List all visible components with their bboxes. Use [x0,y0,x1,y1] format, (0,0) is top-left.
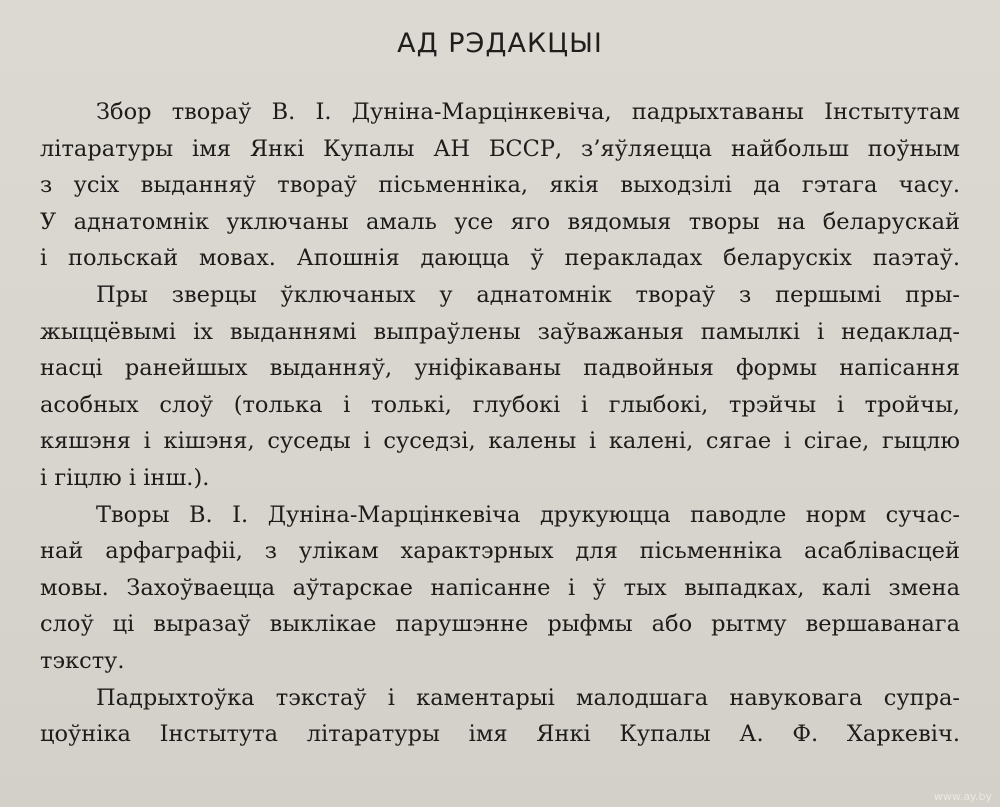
paragraph-3 [40,497,960,680]
text-line: най арфаграфіі, з улікам характэрных для пісьменніка асаблівасцей [40,538,960,565]
text-line: слоў ці выразаў выклікае парушэнне рыфмы або рытму вершаванага [40,611,960,638]
watermark: www.ay.by [933,790,992,803]
paragraph-4 [40,680,960,753]
editorial-text [40,94,960,753]
text-line: тэксту. [40,647,125,674]
text-line: з усіх выданняў твораў пісьменніка, якія выходзілі да гэтага часу. [40,172,960,199]
text-line: асобных слоў (толька і толькі, глубокі і глыбокі, трэйчы і тройчы, [40,391,960,418]
text-line: Творы В. І. Дуніна-Марцінкевіча друкуюцца паводле норм сучас- [96,501,960,528]
text-line: кяшэня і кішэня, суседы і суседзі, калены і калені, сягае і сігае, гыцлю [40,428,960,455]
text-line: мовы. Захоўваецца аўтарскае напісанне і ў тых выпадках, калі змена [40,574,960,601]
text-line: насці ранейшых выданняў, уніфікаваны падвойныя формы напісання [40,355,960,382]
text-line: жыццёвымі іх выданнямі выпраўлены заўважаныя памылкі і недаклад- [40,318,960,345]
paragraph-1 [40,94,960,277]
text-line: У аднатомнік уключаны амаль усе яго вядомыя творы на беларускай [40,208,960,235]
text-line: літаратуры імя Янкі Купалы АН БССР, з’яўляецца найбольш поўным [40,135,960,162]
text-line: цоўніка Інстытута літаратуры імя Янкі Купалы А. Ф. Харкевіч. [40,721,960,748]
text-line: Пры зверцы ўключаных у аднатомнік твораў з першымі пры- [96,281,960,308]
page-title: АД РЭДАКЦЫІ [397,28,603,59]
text-line: Збор твораў В. І. Дуніна-Марцінкевіча, падрыхтаваны Інстытутам [96,99,960,125]
paragraph-2 [40,277,960,497]
text-line: і польскай мовах. Апошнія даюцца ў перакладах беларускіх паэтаў. [40,245,960,272]
text-line: Падрыхтоўка тэкстаў і каментарыі малодшага навуковага супра- [96,684,960,711]
text-line: і гіцлю і інш.). [40,464,210,491]
